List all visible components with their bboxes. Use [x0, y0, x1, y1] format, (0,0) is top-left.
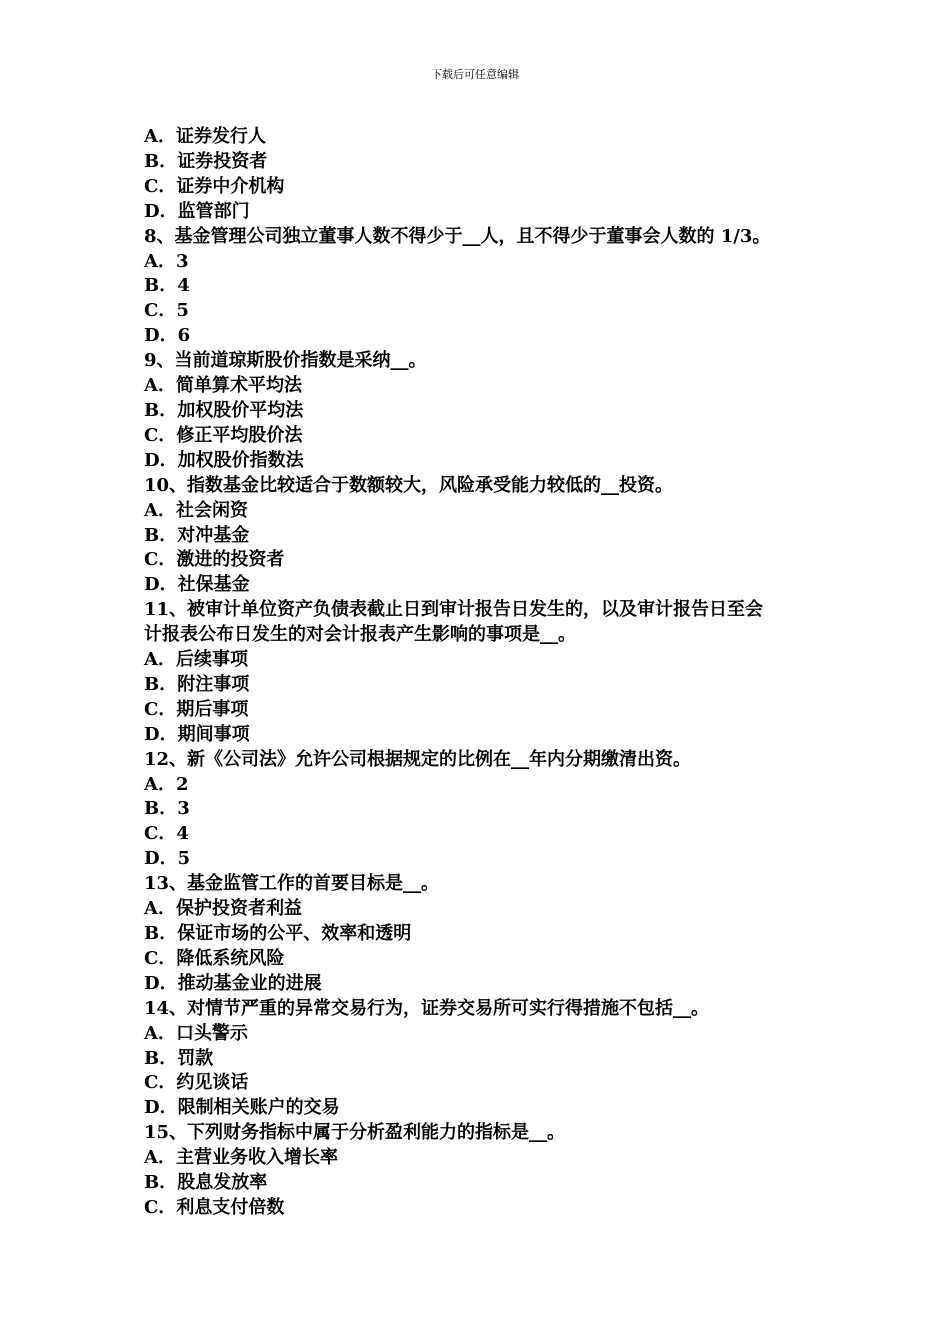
option-line: D．期间事项	[144, 723, 250, 745]
option-line: D．推动基金业的进展	[144, 972, 322, 994]
question-14: 14、对情节严重的异常交易行为，证券交易所可实行得措施不包括__。	[144, 997, 710, 1019]
page-header: 下载后可任意编辑	[431, 68, 519, 81]
option-line: A．社会闲资	[144, 499, 248, 521]
option-line: B．加权股价平均法	[144, 399, 304, 421]
option-line: C．4	[144, 823, 189, 845]
option-line: A．简单算术平均法	[144, 375, 302, 397]
option-line: D．社保基金	[144, 574, 250, 596]
option-line: A．3	[144, 250, 189, 272]
option-line: B．罚款	[144, 1047, 214, 1069]
option-line: D．5	[144, 848, 191, 870]
question-12: 12、新《公司法》允许公司根据规定的比例在__年内分期缴清出资。	[144, 748, 692, 770]
question-11-cont: 计报表公布日发生的对会计报表产生影响的事项是__。	[144, 624, 576, 646]
option-line: C．期后事项	[144, 698, 249, 720]
option-line: A．主营业务收入增长率	[144, 1147, 338, 1169]
option-line: B．对冲基金	[144, 524, 250, 546]
option-line: C．降低系统风险	[144, 947, 285, 969]
option-line: A．口头警示	[144, 1022, 248, 1044]
option-line: A．保护投资者利益	[144, 898, 302, 920]
option-line: D．加权股价指数法	[144, 449, 304, 471]
question-15: 15、下列财务指标中属于分析盈利能力的指标是__。	[144, 1122, 566, 1144]
option-line: A．证券发行人	[144, 126, 266, 147]
question-10: 10、指数基金比较适合于数额较大，风险承受能力较低的__投资。	[144, 474, 674, 496]
option-line: A．2	[144, 773, 189, 795]
question-9: 9、当前道琼斯股价指数是采纳__。	[144, 350, 427, 372]
option-line: B．股息发放率	[144, 1172, 268, 1194]
question-8: 8、基金管理公司独立董事人数不得少于__人，且不得少于董事会人数的 1/3。	[144, 225, 771, 247]
option-line: C．证券中介机构	[144, 175, 285, 197]
option-line: C．约见谈话	[144, 1072, 249, 1094]
option-line: C．修正平均股价法	[144, 424, 303, 446]
option-line: B．3	[144, 798, 190, 820]
option-line: B．附注事项	[144, 673, 250, 695]
option-line: A．后续事项	[144, 649, 248, 671]
option-line: B．4	[144, 275, 190, 297]
option-line: B．保证市场的公平、效率和透明	[144, 923, 412, 944]
option-line: D．限制相关账户的交易	[144, 1097, 340, 1119]
option-line: C．利息支付倍数	[144, 1196, 285, 1218]
option-line: D．监管部门	[144, 200, 250, 222]
option-line: D．6	[144, 325, 191, 347]
option-line: C．激进的投资者	[144, 549, 285, 571]
option-line: C．5	[144, 300, 189, 322]
document-body	[144, 125, 824, 1221]
option-line: B．证券投资者	[144, 150, 268, 172]
question-11: 11、被审计单位资产负债表截止日到审计报告日发生的，以及审计报告日至会	[144, 599, 764, 621]
question-13: 13、基金监管工作的首要目标是__。	[144, 873, 440, 895]
